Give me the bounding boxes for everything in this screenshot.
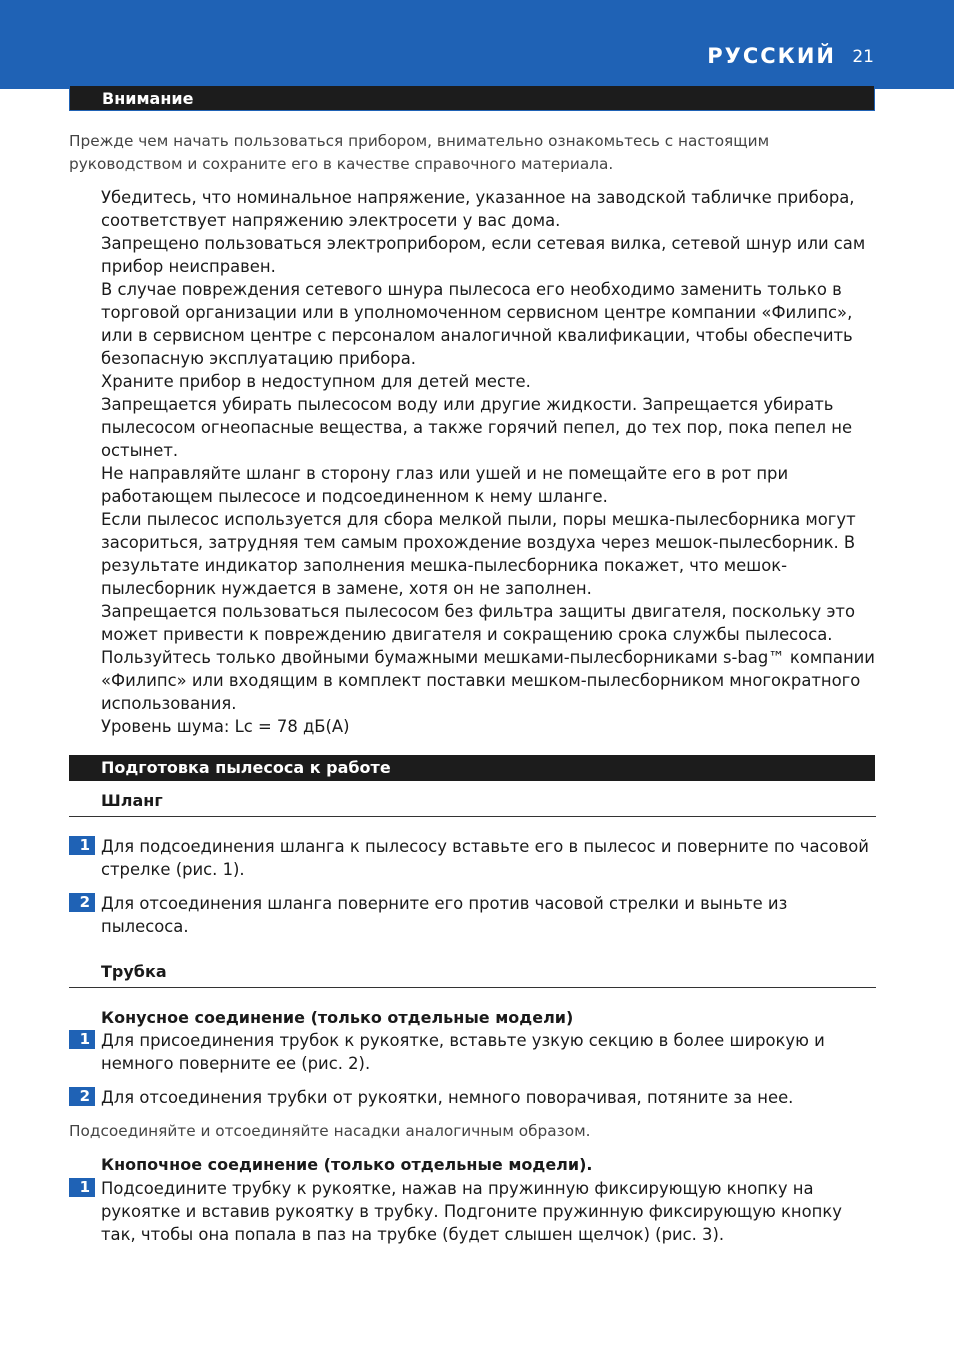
- warning-item: Запрещается пользоваться пылесосом без фильтра защиты двигателя, поскольку это может привести к повреждению двигателя и сокращению срока службы пылесоса.: [101, 602, 856, 644]
- hose-step-2: [69, 892, 876, 938]
- divider: [69, 816, 876, 817]
- divider: [69, 987, 876, 988]
- conical-step-2: [69, 1086, 876, 1109]
- warning-item: Храните прибор в недоступном для детей месте.: [101, 372, 531, 391]
- warning-item: Если пылесос используется для сбора мелкой пыли, поры мешка-пылесборника могут засориться, затрудняя тем самым прохождение воздуха через мешок-пылесборник. В результате индикатор заполнения мешка-пылесборника покажет, что мешок-пылесборник нуждается в замене, хотя он не заполнен.: [101, 510, 856, 598]
- subsection-title-hose: Шланг: [101, 791, 163, 810]
- noise-level: Уровень шума: Lc = 78 дБ(A): [101, 717, 350, 736]
- accessories-note: Подсоединяйте и отсоединяйте насадки аналогичным образом.: [69, 1122, 591, 1140]
- step-text: Для отсоединения трубки от рукоятки, немного поворачивая, потяните за нее.: [101, 1088, 794, 1107]
- warning-item: Убедитесь, что номинальное напряжение, указанное на заводской табличке прибора, соответствует напряжению электросети у вас дома.: [101, 188, 855, 230]
- warning-item: Запрещено пользоваться электроприбором, если сетевая вилка, сетевой шнур или сам прибор неисправен.: [101, 234, 866, 276]
- conical-connection-title: Конусное соединение (только отдельные модели): [101, 1008, 574, 1027]
- warning-list: [101, 186, 876, 738]
- button-step-1: [69, 1177, 876, 1246]
- warning-item: Пользуйтесь только двойными бумажными мешками-пылесборниками s-bag™ компании «Филипс» или входящим в комплект поставки мешком-пылесборником многократного использования.: [101, 648, 875, 713]
- step-number-badge: 2: [69, 1087, 95, 1106]
- header-band: [0, 0, 954, 89]
- step-number-badge: 1: [69, 836, 95, 855]
- warning-item: В случае повреждения сетевого шнура пылесоса его необходимо заменить только в торговой организации или в уполномоченном сервисном центре компании «Филипс», или в сервисном центре с персоналом аналогичной квалификации, чтобы обеспечить безопасную эксплуатацию прибора.: [101, 280, 853, 368]
- step-text: Для подсоединения шланга к пылесосу вставьте его в пылесос и поверните по часовой стрелке (рис. 1).: [101, 837, 869, 879]
- step-number-badge: 1: [69, 1178, 95, 1197]
- warning-item: Не направляйте шланг в сторону глаз или ушей и не помещайте его в рот при работающем пылесосе и подсоединенном к нему шланге.: [101, 464, 789, 506]
- page-number: 21: [852, 47, 874, 67]
- conical-step-1: [69, 1029, 876, 1075]
- step-number-badge: 1: [69, 1030, 95, 1049]
- hose-step-1: [69, 835, 876, 881]
- step-text: Для отсоединения шланга поверните его против часовой стрелки и выньте из пылесоса.: [101, 894, 788, 936]
- step-text: Для присоединения трубок к рукоятке, вставьте узкую секцию в более широкую и немного поверните ее (рис. 2).: [101, 1031, 825, 1073]
- warning-item: Запрещается убирать пылесосом воду или другие жидкости. Запрещается убирать пылесосом огнеопасные вещества, а также горячий пепел, до тех пор, пока пепел не остынет.: [101, 395, 853, 460]
- button-connection-title: Кнопочное соединение (только отдельные модели).: [101, 1155, 593, 1174]
- section-title-preparation: Подготовка пылесоса к работе: [69, 755, 875, 781]
- section-title-attention: Внимание: [69, 85, 875, 111]
- step-text: Подсоедините трубку к рукоятке, нажав на пружинную фиксирующую кнопку на рукоятке и вставив рукоятку в трубку. Подгоните пружинную фиксирующую кнопку так, чтобы она попала в паз на трубке (будет слышен щелчок) (рис. 3).: [101, 1179, 842, 1244]
- subsection-title-tube: Трубка: [101, 962, 167, 981]
- intro-paragraph: Прежде чем начать пользоваться прибором, внимательно ознакомьтесь с настоящим руководством и сохраните его в качестве справочного материала.: [69, 132, 770, 173]
- language-label: РУССКИЙ: [707, 44, 836, 68]
- step-number-badge: 2: [69, 893, 95, 912]
